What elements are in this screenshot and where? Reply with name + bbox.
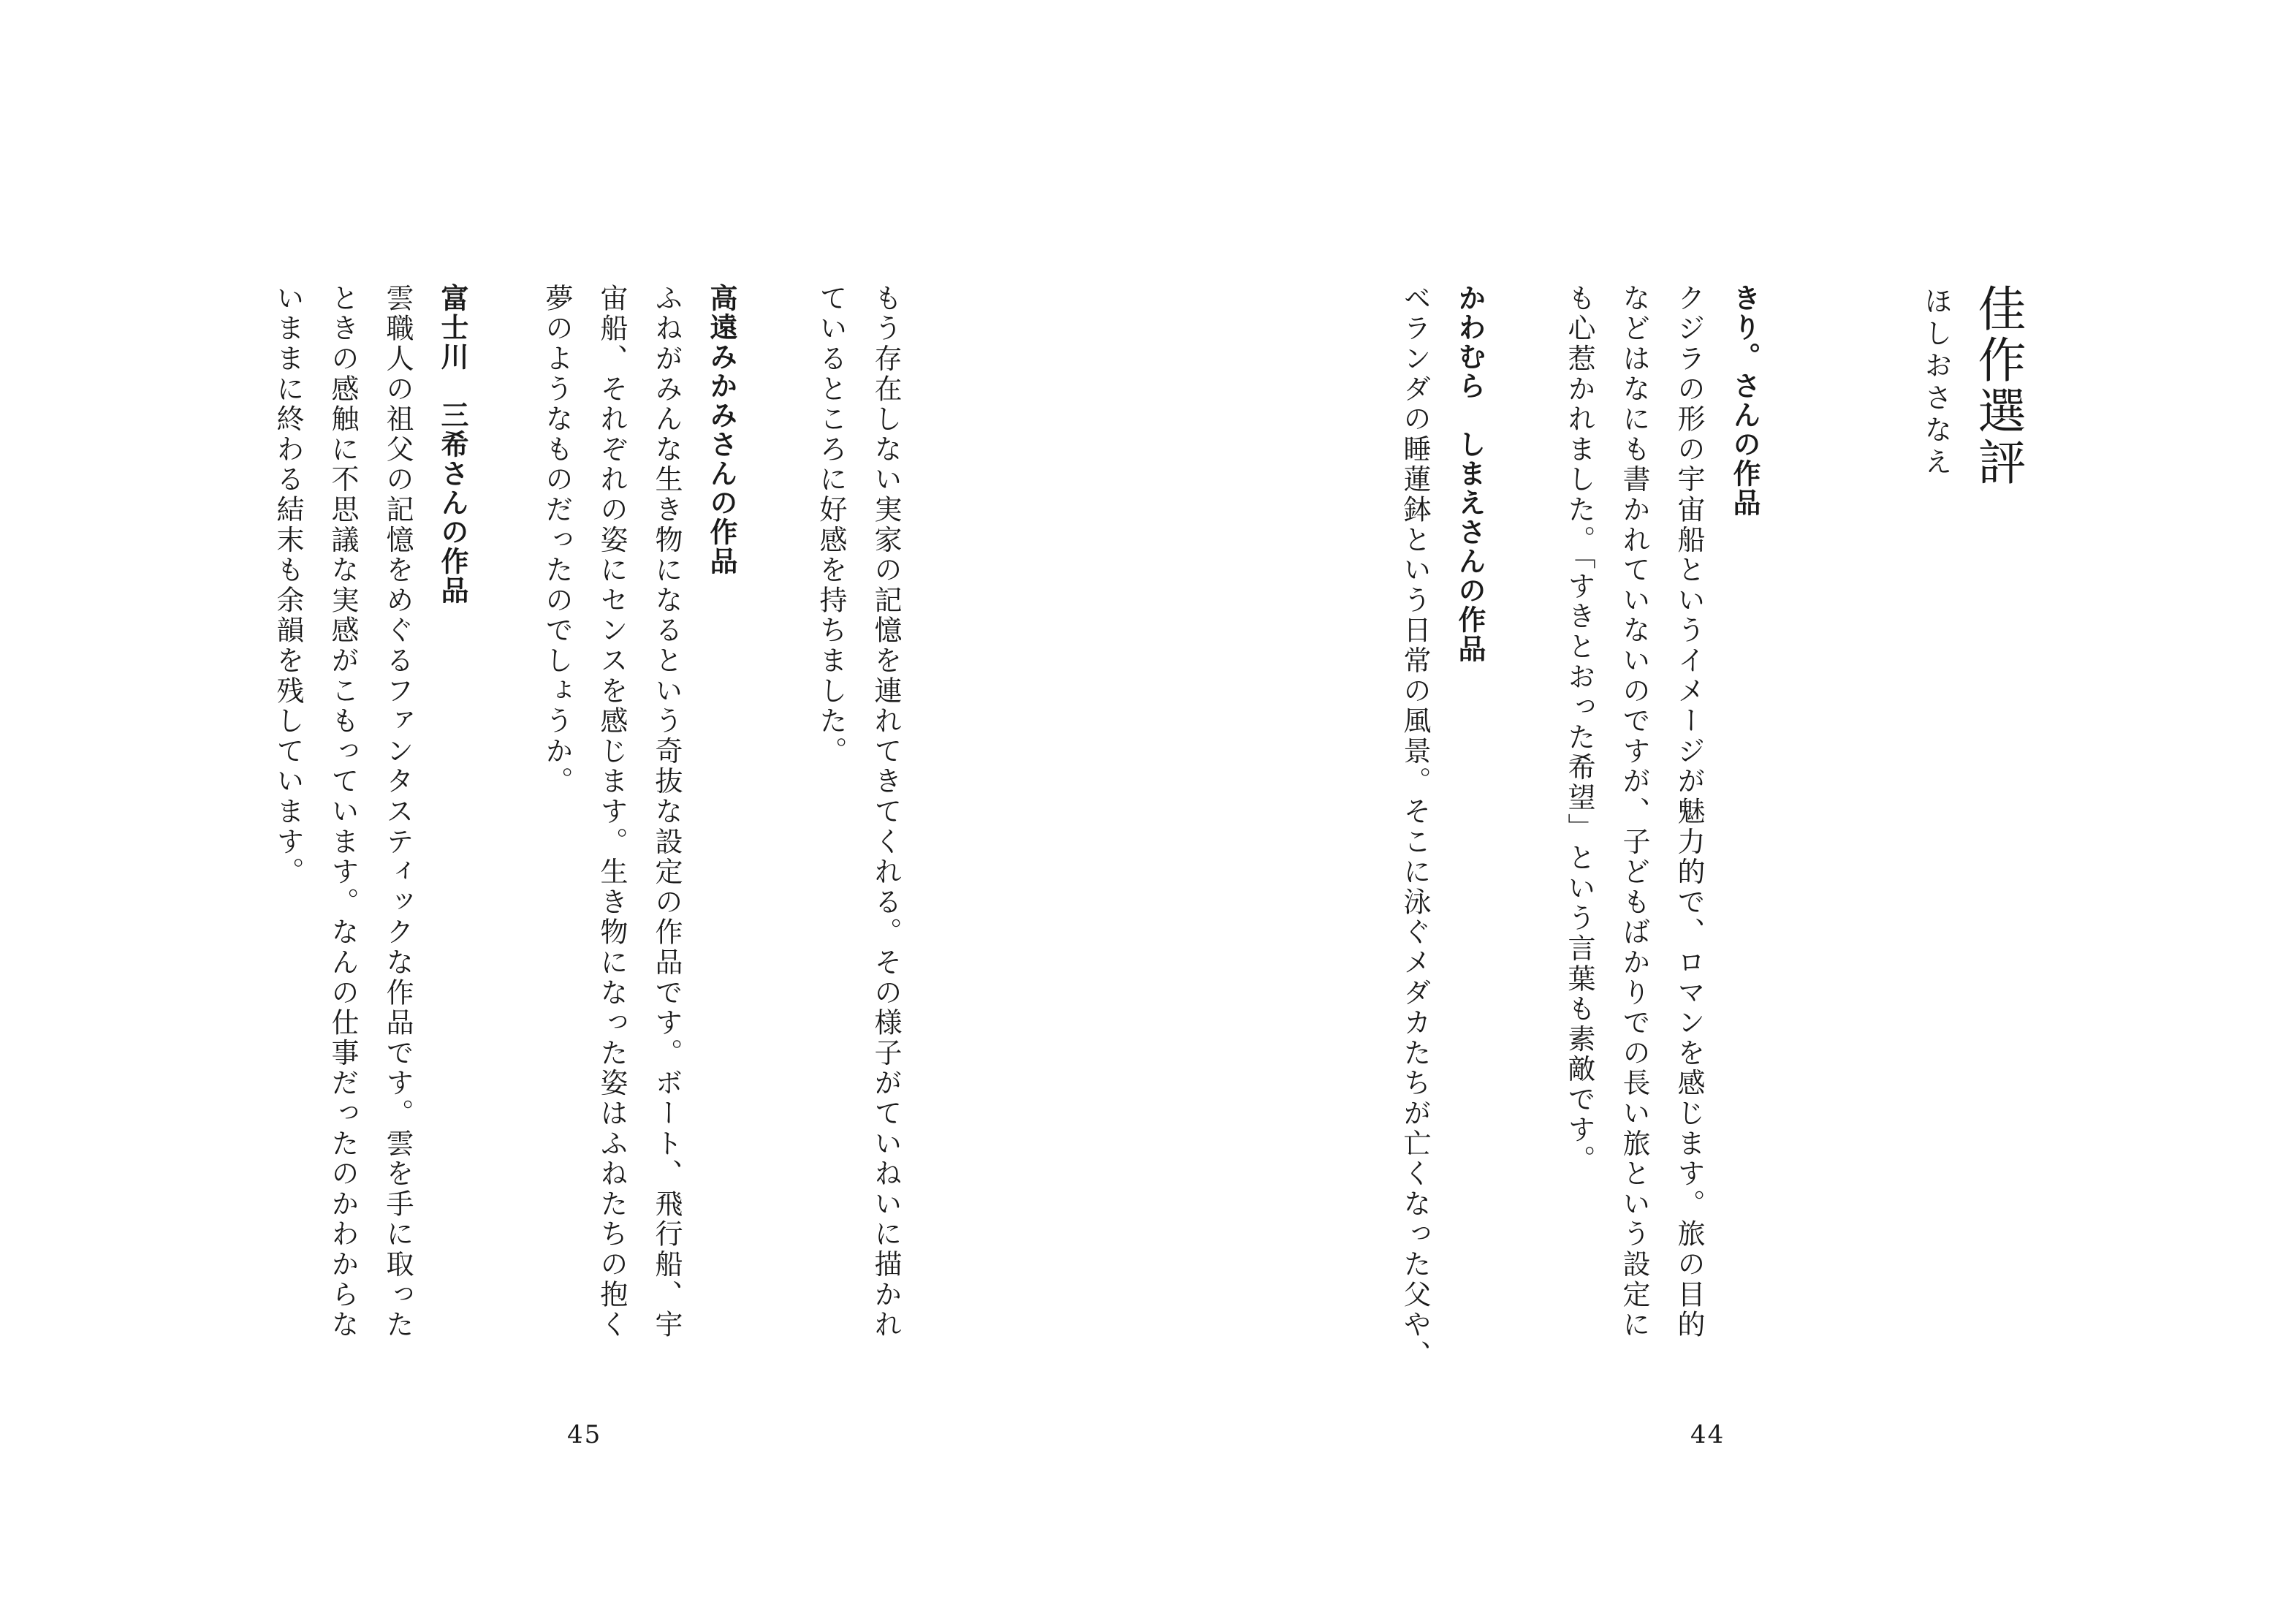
section-heading-fujikawa: 富士川 三希さんの作品 [436, 284, 468, 605]
author-name: ほしおさなえ [1920, 287, 1952, 479]
section-line: 雲職人の祖父の記憶をめぐるファンタスティックな作品です。雲を手に取った [381, 284, 414, 1340]
section-line: ているところに好感を持ちました。 [815, 284, 847, 767]
section-line: 夢のようなものだったのでしょうか。 [541, 284, 573, 797]
section-line: クジラの形の宇宙船というイメージが魅力的で、ロマンを感じます。旅の目的 [1673, 284, 1705, 1340]
section-line: も心惹かれました。「すきとおった希望」という言葉も素敵です。 [1563, 284, 1595, 1175]
section-heading-kawamura: かわむら しまえさんの作品 [1454, 284, 1486, 664]
section-heading-kiri: きり。さんの作品 [1728, 284, 1761, 517]
section-line: 宙船、それぞれの姿にセンスを感じます。生き物になった姿はふねたちの抱く [596, 284, 628, 1340]
section-line: ベランダの睡蓮鉢という日常の風景。そこに泳ぐメダカたちが亡くなった父や、 [1399, 284, 1431, 1370]
page-number-44: 44 [1690, 1420, 1725, 1449]
page-number-45: 45 [567, 1420, 602, 1449]
section-heading-takato: 高遠みかみさんの作品 [705, 284, 737, 576]
section-line: いままに終わる結末も余韻を残しています。 [272, 284, 304, 887]
section-line: ふねがみんな生き物になるという奇抜な設定の作品です。ボート、飛行船、宇 [650, 284, 683, 1340]
section-line: もう存在しない実家の記憶を連れてきてくれる。その様子がていねいに描かれ [870, 284, 902, 1340]
section-line: などはなにも書かれていないのですが、子どもばかりでの長い旅という設定に [1618, 284, 1650, 1340]
essay-title: 佳作選評 [1970, 284, 2026, 488]
section-line: ときの感触に不思議な実感がこもっています。なんの仕事だったのかわからな [327, 284, 359, 1340]
